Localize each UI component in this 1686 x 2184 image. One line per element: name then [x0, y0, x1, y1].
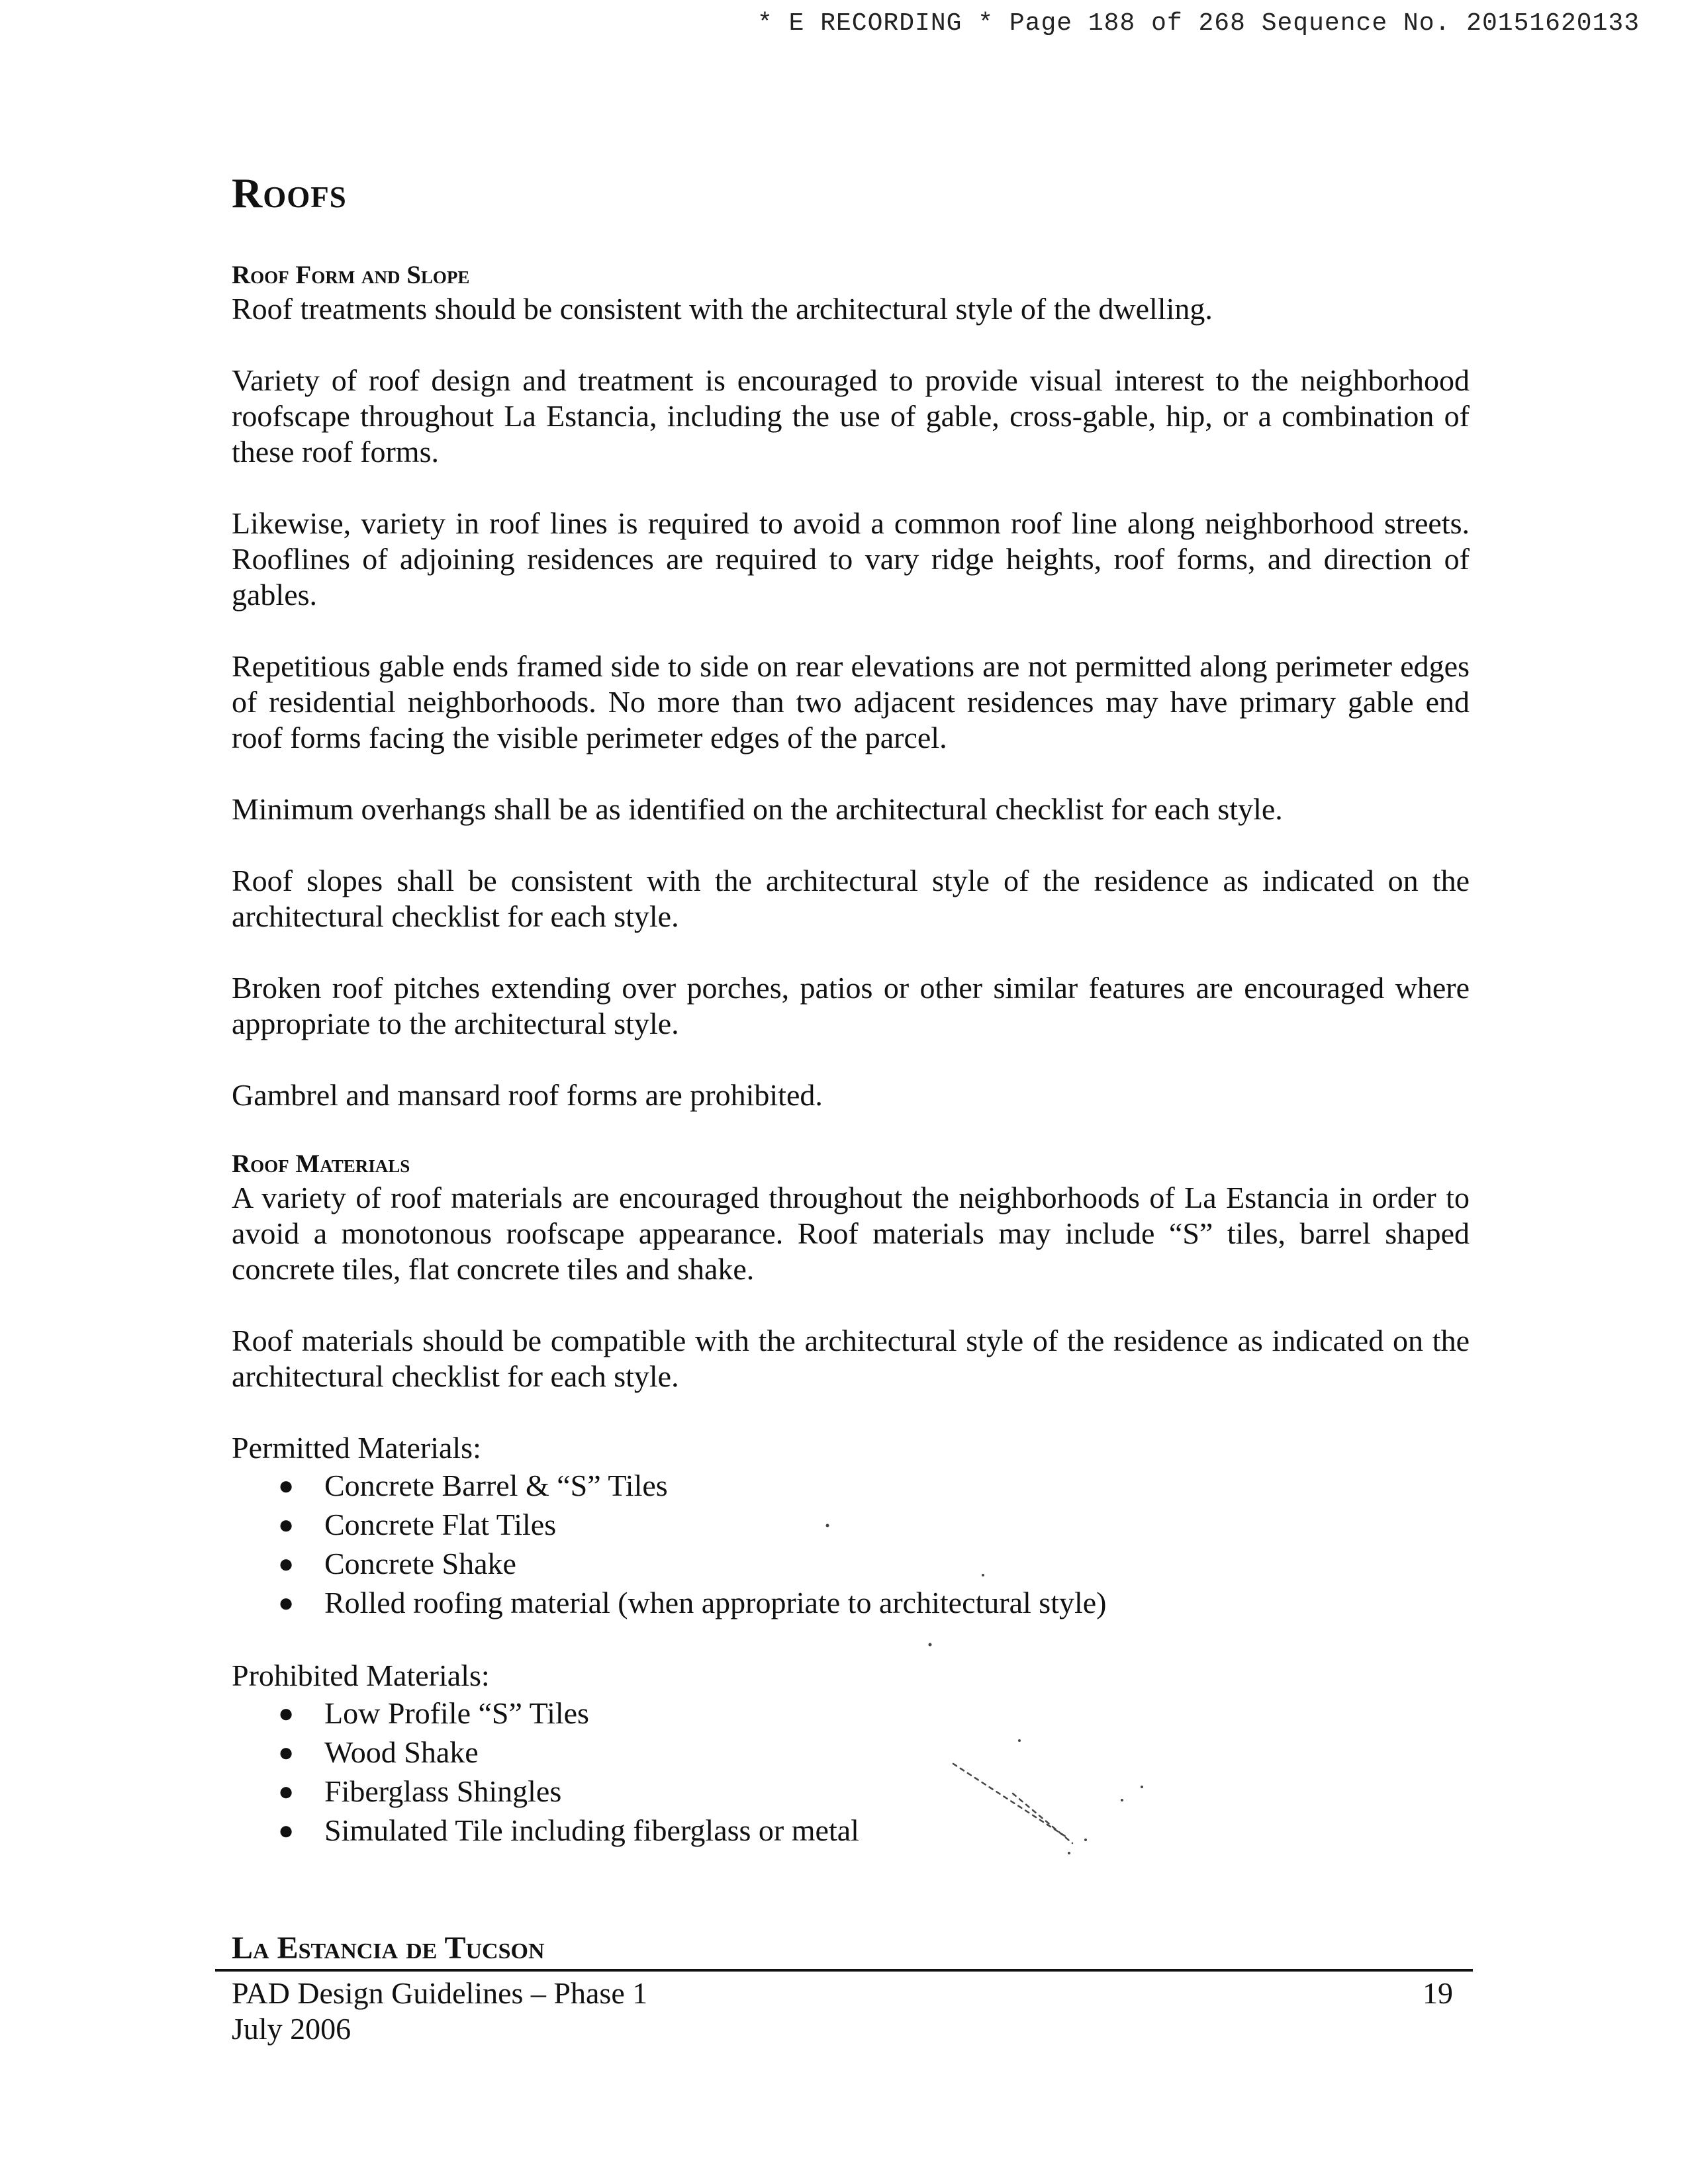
- bullet-icon: ●: [278, 1509, 295, 1539]
- bullet-icon: ●: [278, 1470, 295, 1500]
- paragraph: Likewise, variety in roof lines is required to avoid a common roof line along neighborhood streets. Rooflines of adjoining residences are required to vary ridge heights, roof forms, and direction of gables.: [232, 506, 1470, 612]
- list-item: ● Concrete Flat Tiles: [324, 1505, 1470, 1544]
- footer-subtitle: PAD Design Guidelines – Phase 1: [232, 1976, 648, 2010]
- footer-row: [215, 1976, 1473, 2011]
- bullet-icon: ●: [278, 1698, 295, 1728]
- permitted-materials-label: Permitted Materials:: [232, 1430, 481, 1465]
- prohibited-materials-label: Prohibited Materials:: [232, 1658, 490, 1692]
- paragraph: Broken roof pitches extending over porches, patios or other similar features are encouraged where appropriate to the architectural style.: [232, 970, 1470, 1040]
- bullet-icon: ●: [278, 1815, 295, 1845]
- list-item: ● Wood Shake: [324, 1733, 1470, 1772]
- paragraph: Variety of roof design and treatment is encouraged to provide visual interest to the neighborhood roofscape throughout La Estancia, including the use of gable, cross-gable, hip, or a combination of these roof forms.: [232, 363, 1470, 469]
- list-item: ● Simulated Tile including fiberglass or metal: [324, 1811, 1470, 1850]
- bullet-icon: ●: [278, 1548, 295, 1578]
- footer-title: La Estancia de Tucson: [232, 1931, 545, 1966]
- paragraph: Roof slopes shall be consistent with the architectural style of the residence as indicated on the architectural checklist for each style.: [232, 863, 1470, 933]
- list-item: ● Low Profile “S” Tiles: [324, 1694, 1470, 1733]
- bullet-icon: ●: [278, 1737, 295, 1767]
- bullet-icon: ●: [278, 1587, 295, 1617]
- paragraph: Repetitious gable ends framed side to side on rear elevations are not permitted along perimeter edges of residential neighborhoods. No more than two adjacent residences may have primary gable end roof forms facing the visible perimeter edges of the parcel.: [232, 649, 1470, 754]
- recording-header: * E RECORDING * Page 188 of 268 Sequence No. 20151620133: [757, 9, 1640, 38]
- list-item: ● Concrete Barrel & “S” Tiles: [324, 1466, 1470, 1505]
- list-item: ● Concrete Shake: [324, 1544, 1470, 1583]
- footer-date: July 2006: [232, 2012, 351, 2046]
- paragraph: A variety of roof materials are encouraged throughout the neighborhoods of La Estancia in order to avoid a monotonous roofscape appearance. Roof materials may include “S” tiles, barrel shaped concrete tiles, flat concrete tiles and shake.: [232, 1180, 1470, 1286]
- scan-marks: [794, 1509, 1165, 1880]
- subheading-roof-materials: Roof Materials: [232, 1149, 410, 1178]
- paragraph: Minimum overhangs shall be as identified on the architectural checklist for each style.: [232, 792, 1283, 826]
- list-item: ● Fiberglass Shingles: [324, 1772, 1470, 1811]
- paragraph: Roof materials should be compatible with the architectural style of the residence as indicated on the architectural checklist for each style.: [232, 1323, 1470, 1393]
- page-footer: [215, 1929, 1473, 2047]
- footer-divider: [215, 1969, 1473, 1972]
- paragraph: Gambrel and mansard roof forms are prohibited.: [232, 1077, 823, 1112]
- list-item: ● Rolled roofing material (when appropriate to architectural style): [324, 1583, 1470, 1622]
- page-number: 19: [1423, 1976, 1453, 2010]
- page-title: Roofs: [232, 169, 347, 216]
- paragraph: Roof treatments should be consistent with the architectural style of the dwelling.: [232, 291, 1213, 326]
- subheading-roof-form: Roof Form and Slope: [232, 261, 470, 289]
- bullet-icon: ●: [278, 1776, 295, 1806]
